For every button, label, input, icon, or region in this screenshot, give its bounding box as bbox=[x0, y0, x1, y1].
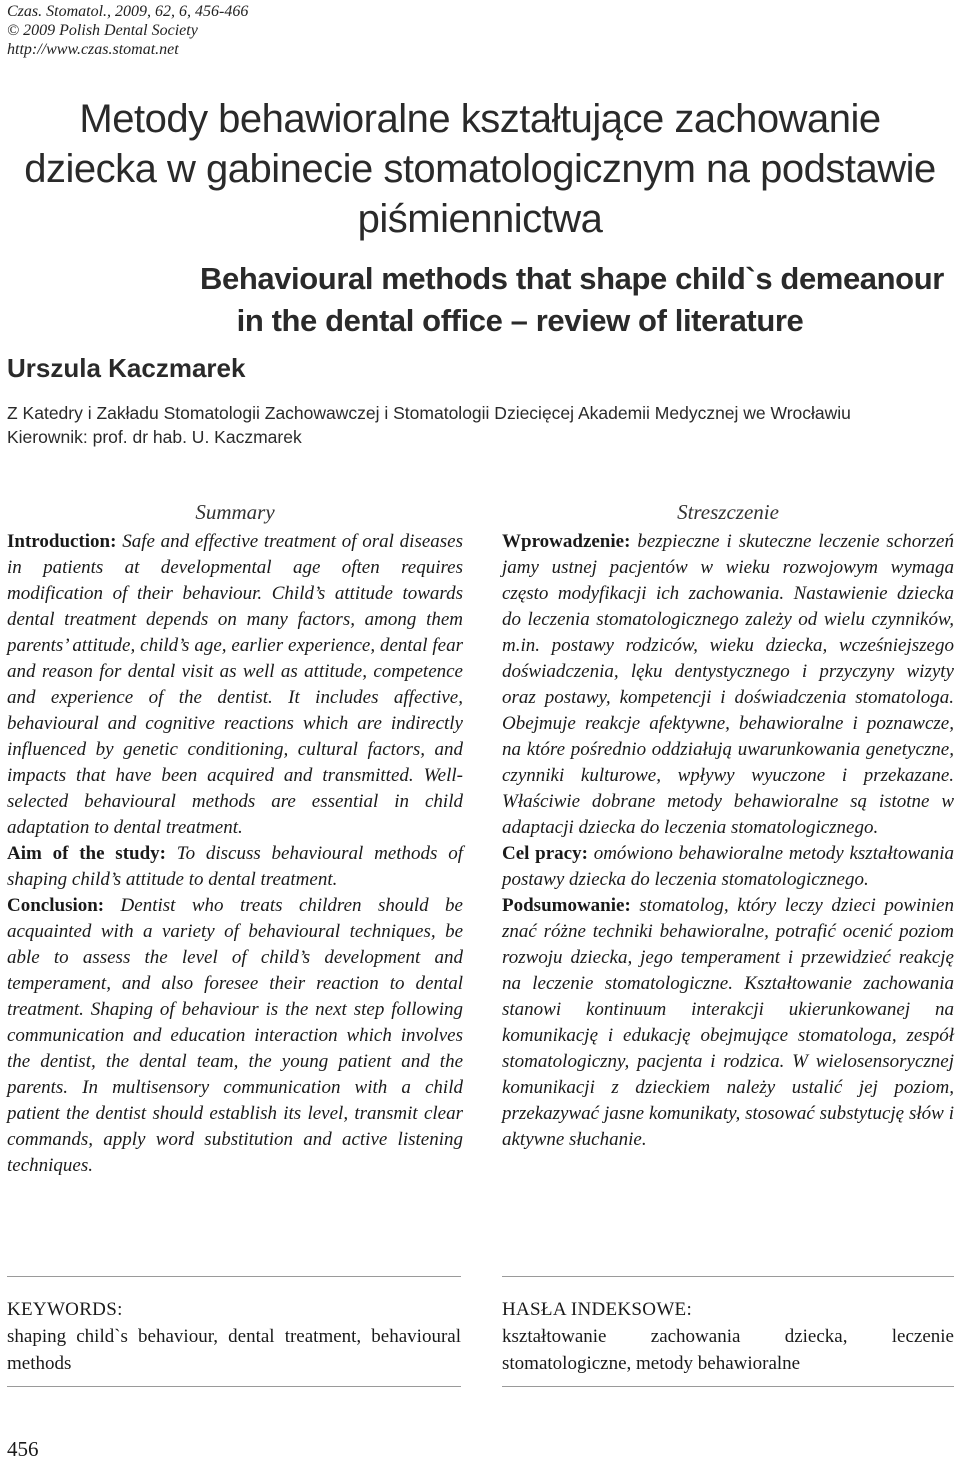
summary-aim-text: To discuss behavioural methods of shaping child’s attitude to dental treatment. bbox=[7, 843, 463, 890]
summary-conclusion-text: Dentist who treats children should be acquainted with a variety of behavioural techniques, be able to assess the level of child’s development and temperament, and also foresee their reaction to dental treatment. Shaping of behaviour is the next step following communication and education interaction which involves the dentist, the dental team, the young patient and the parents. In multisensory communication with a child patient the dentist should establish its level, transmit clear commands, apply word substitution and active listening techniques. bbox=[7, 895, 463, 1176]
summary-aim bbox=[7, 841, 463, 893]
summary-aim-label: Aim of the study: bbox=[7, 843, 166, 864]
streszczenie-heading: Streszczenie bbox=[677, 500, 779, 524]
keywords-polish bbox=[502, 1296, 954, 1377]
page-number: 456 bbox=[7, 1437, 39, 1461]
summary-heading: Summary bbox=[195, 500, 275, 524]
streszczenie-introduction bbox=[502, 529, 954, 841]
streszczenie-conclusion-label: Podsumowanie: bbox=[502, 895, 631, 916]
summary-column bbox=[7, 498, 463, 1179]
streszczenie-aim bbox=[502, 841, 954, 893]
title-polish bbox=[0, 94, 960, 244]
keywords-polish-title: HASŁA INDEKSOWE: bbox=[502, 1299, 693, 1320]
affiliation-head: Kierownik: prof. dr hab. U. Kaczmarek bbox=[7, 427, 302, 447]
keywords-english-title: KEYWORDS: bbox=[7, 1299, 123, 1320]
copyright-line: © 2009 Polish Dental Society bbox=[7, 22, 198, 39]
keywords-english bbox=[7, 1296, 461, 1377]
summary-conclusion-label: Conclusion: bbox=[7, 895, 105, 916]
keywords-bottom-divider-right bbox=[502, 1386, 954, 1387]
streszczenie-conclusion bbox=[502, 893, 954, 1153]
streszczenie-conclusion-text: stomatolog, który leczy dzieci powinien znać różne techniki behawioralne, potrafić ocenić poziom rozwoju dziecka, jego temperament i przewidzieć reakcję na leczenie stomatologiczne. Kształtowanie zachowania stanowi kontinuum interakcji ukierunkowanej na komunikację i edukację obejmujące stomatologa, zespół stomatologiczny, pacjenta i rodzica. W wielosensorycznej komunikacji z dzieckiem należy ustalić jej poziom, przekazywać jasne komunikaty, stosować substytucję słów i aktywne słuchanie. bbox=[502, 895, 954, 1150]
streszczenie-intro-text: bezpieczne i skuteczne leczenie schorzeń jamy ustnej pacjentów w wieku rozwojowym wymaga często modyfikacji ich zachowania. Nastawienie dziecka do leczenia stomatologicznego zależy od wielu czynników, m.in. postawy rodziców, wieku dziecka, wcześniejszego doświadczenia, lęku dentystycznego i przyczyny wizyty oraz postawy, kompetencji i doświadczenia stomatologa. Obejmuje reakcje afektywne, behawioralne i poznawcze, na które pośrednio oddziałują uwarunkowania genetyczne, czynniki kulturowe, wpływy wyuczone i przekazane. Właściwie dobrane metody behawioralne są istotne w adaptacji dziecka do leczenia stomatologicznego. bbox=[502, 531, 954, 838]
affiliation bbox=[7, 401, 947, 449]
keywords-top-divider-left bbox=[7, 1276, 461, 1277]
title-english bbox=[200, 258, 944, 342]
author-name: Urszula Kaczmarek bbox=[7, 353, 246, 383]
title-polish-line: Metody behawioralne kształtujące zachowanie bbox=[79, 97, 881, 141]
summary-intro-label: Introduction: bbox=[7, 531, 117, 552]
title-english-line: Behavioural methods that shape child`s demeanour bbox=[200, 261, 944, 296]
streszczenie-intro-label: Wprowadzenie: bbox=[502, 531, 631, 552]
citation-line: Czas. Stomatol., 2009, 62, 6, 456-466 bbox=[7, 3, 249, 20]
affiliation-institution: Z Katedry i Zakładu Stomatologii Zachowawczej i Stomatologii Dziecięcej Akademii Medycznej we Wrocławiu bbox=[7, 403, 851, 423]
streszczenie-column bbox=[502, 498, 954, 1153]
keywords-english-text: shaping child`s behaviour, dental treatment, behavioural methods bbox=[7, 1326, 461, 1374]
journal-url[interactable]: http://www.czas.stomat.net bbox=[7, 41, 179, 58]
keywords-bottom-divider-left bbox=[7, 1386, 461, 1387]
title-polish-line: dziecka w gabinecie stomatologicznym na podstawie bbox=[24, 147, 936, 191]
journal-header bbox=[7, 2, 248, 59]
title-polish-line: piśmiennictwa bbox=[357, 197, 603, 241]
keywords-polish-text: kształtowanie zachowania dziecka, leczenie stomatologiczne, metody behawioralne bbox=[502, 1326, 954, 1374]
summary-intro-text: Safe and effective treatment of oral diseases in patients at developmental age often requires modification of their behaviour. Child’s attitude towards dental treatment depends on many factors, among them parents’ attitude, child’s age, earlier experience, dental fear and reason for dental visit as well as attitude, competence and experience of the dentist. It includes affective, behavioural and cognitive reactions which are indirectly influenced by genetic conditioning, cultural factors, and impacts that have been acquired and transmitted. Well-selected behavioural methods are essential in child adaptation to dental treatment. bbox=[7, 531, 463, 838]
summary-conclusion bbox=[7, 893, 463, 1179]
streszczenie-aim-label: Cel pracy: bbox=[502, 843, 588, 864]
streszczenie-aim-text: omówiono behawioralne metody kształtowania postawy dziecka do leczenia stomatologicznego. bbox=[502, 843, 954, 890]
summary-introduction bbox=[7, 529, 463, 841]
title-english-line: in the dental office – review of literature bbox=[236, 303, 804, 338]
keywords-top-divider-right bbox=[502, 1276, 954, 1277]
